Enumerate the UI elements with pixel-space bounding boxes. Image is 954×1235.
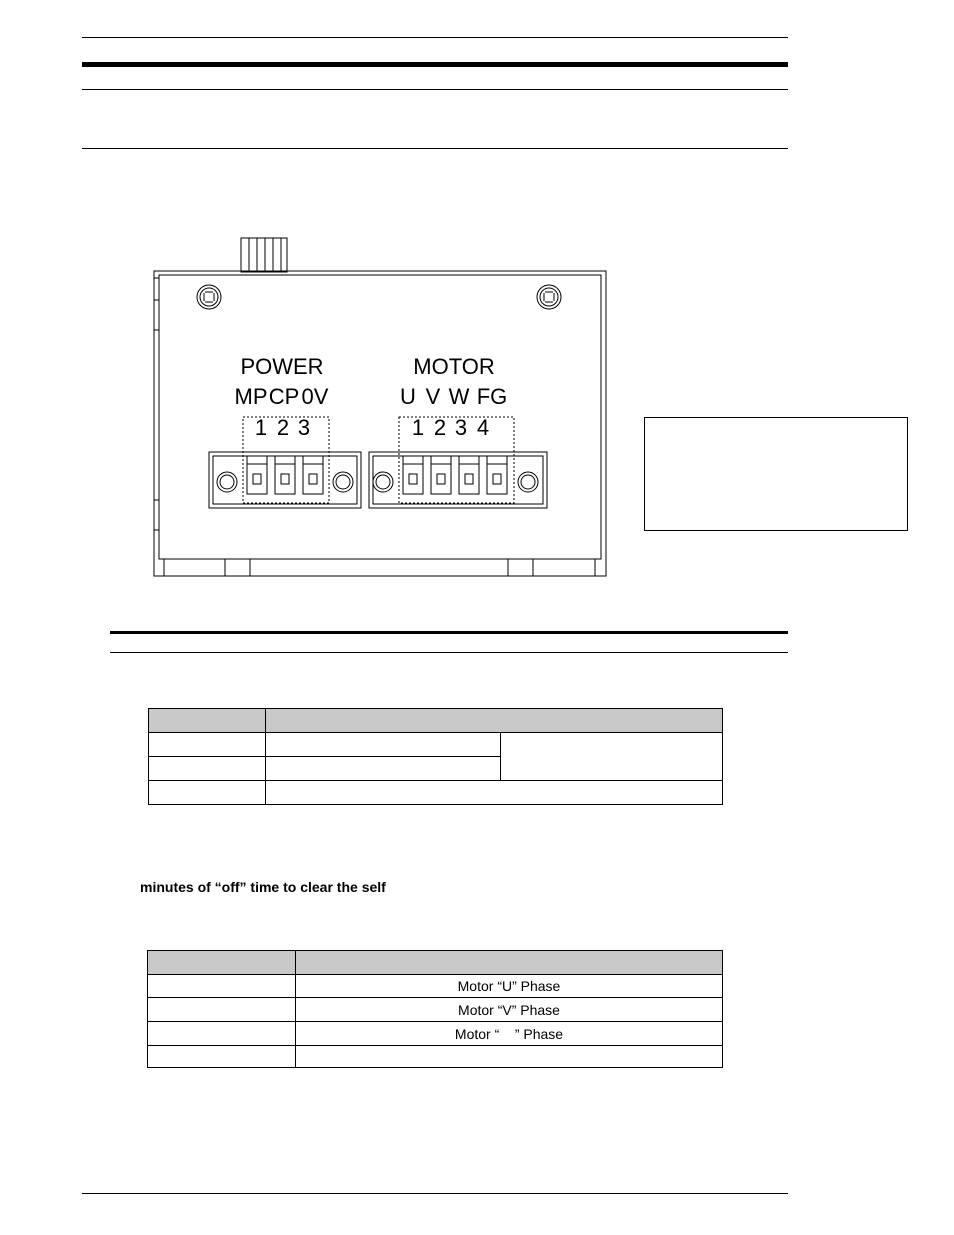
table-header-cell	[296, 951, 723, 975]
section-thick-rule	[110, 631, 788, 634]
power-title: POWER	[240, 354, 324, 379]
table-cell: Motor “V” Phase	[296, 998, 723, 1022]
power-pin-0v: 0V	[301, 384, 329, 409]
table-row	[148, 998, 723, 1022]
table-row	[148, 1022, 723, 1046]
motor-pin-v: V	[425, 384, 441, 409]
power-num-1: 1	[254, 415, 268, 440]
power-connector	[209, 452, 361, 508]
motor-connector	[369, 452, 547, 508]
table-cell	[149, 757, 266, 781]
motor-pin-u: U	[400, 384, 416, 409]
footer-rule	[82, 1193, 788, 1194]
motor-num-2: 2	[433, 415, 447, 440]
table-cell	[149, 733, 266, 757]
motor-num-3: 3	[454, 415, 468, 440]
warning-text: minutes of “off” time to clear the self	[140, 879, 386, 895]
mount-screw-right	[537, 285, 561, 309]
table-cell	[148, 975, 296, 998]
table-header-cell	[266, 709, 723, 733]
motor-connector-table	[147, 950, 723, 1068]
motor-title: MOTOR	[413, 354, 495, 379]
motor-pin-w: W	[448, 384, 470, 409]
table-cell	[501, 733, 723, 781]
table-cell	[266, 733, 501, 757]
section-thin-rule	[110, 652, 788, 653]
motor-num-1: 1	[411, 415, 425, 440]
power-num-3: 3	[297, 415, 311, 440]
driver-body	[154, 271, 606, 576]
adjust-knob	[241, 238, 287, 272]
power-pin-mp: MP	[234, 384, 268, 409]
table-cell	[266, 781, 723, 805]
table-header-cell	[149, 709, 266, 733]
callout-box	[644, 417, 908, 531]
power-num-2: 2	[276, 415, 290, 440]
table-row	[148, 975, 723, 998]
table-cell: Motor “ ” Phase	[296, 1022, 723, 1046]
motor-num-4: 4	[476, 415, 490, 440]
table-header-cell	[148, 951, 296, 975]
power-pin-cp: CP	[268, 384, 300, 409]
motor-pin-fg: FG	[476, 384, 508, 409]
table-cell	[149, 781, 266, 805]
table-cell: Motor “U” Phase	[296, 975, 723, 998]
table-cell	[148, 1022, 296, 1046]
table-cell	[148, 1046, 296, 1068]
table-row	[148, 1046, 723, 1068]
power-connector-table	[148, 708, 723, 805]
table-cell	[148, 998, 296, 1022]
table-cell	[266, 757, 501, 781]
mount-screw-left	[197, 285, 221, 309]
table-cell	[296, 1046, 723, 1068]
